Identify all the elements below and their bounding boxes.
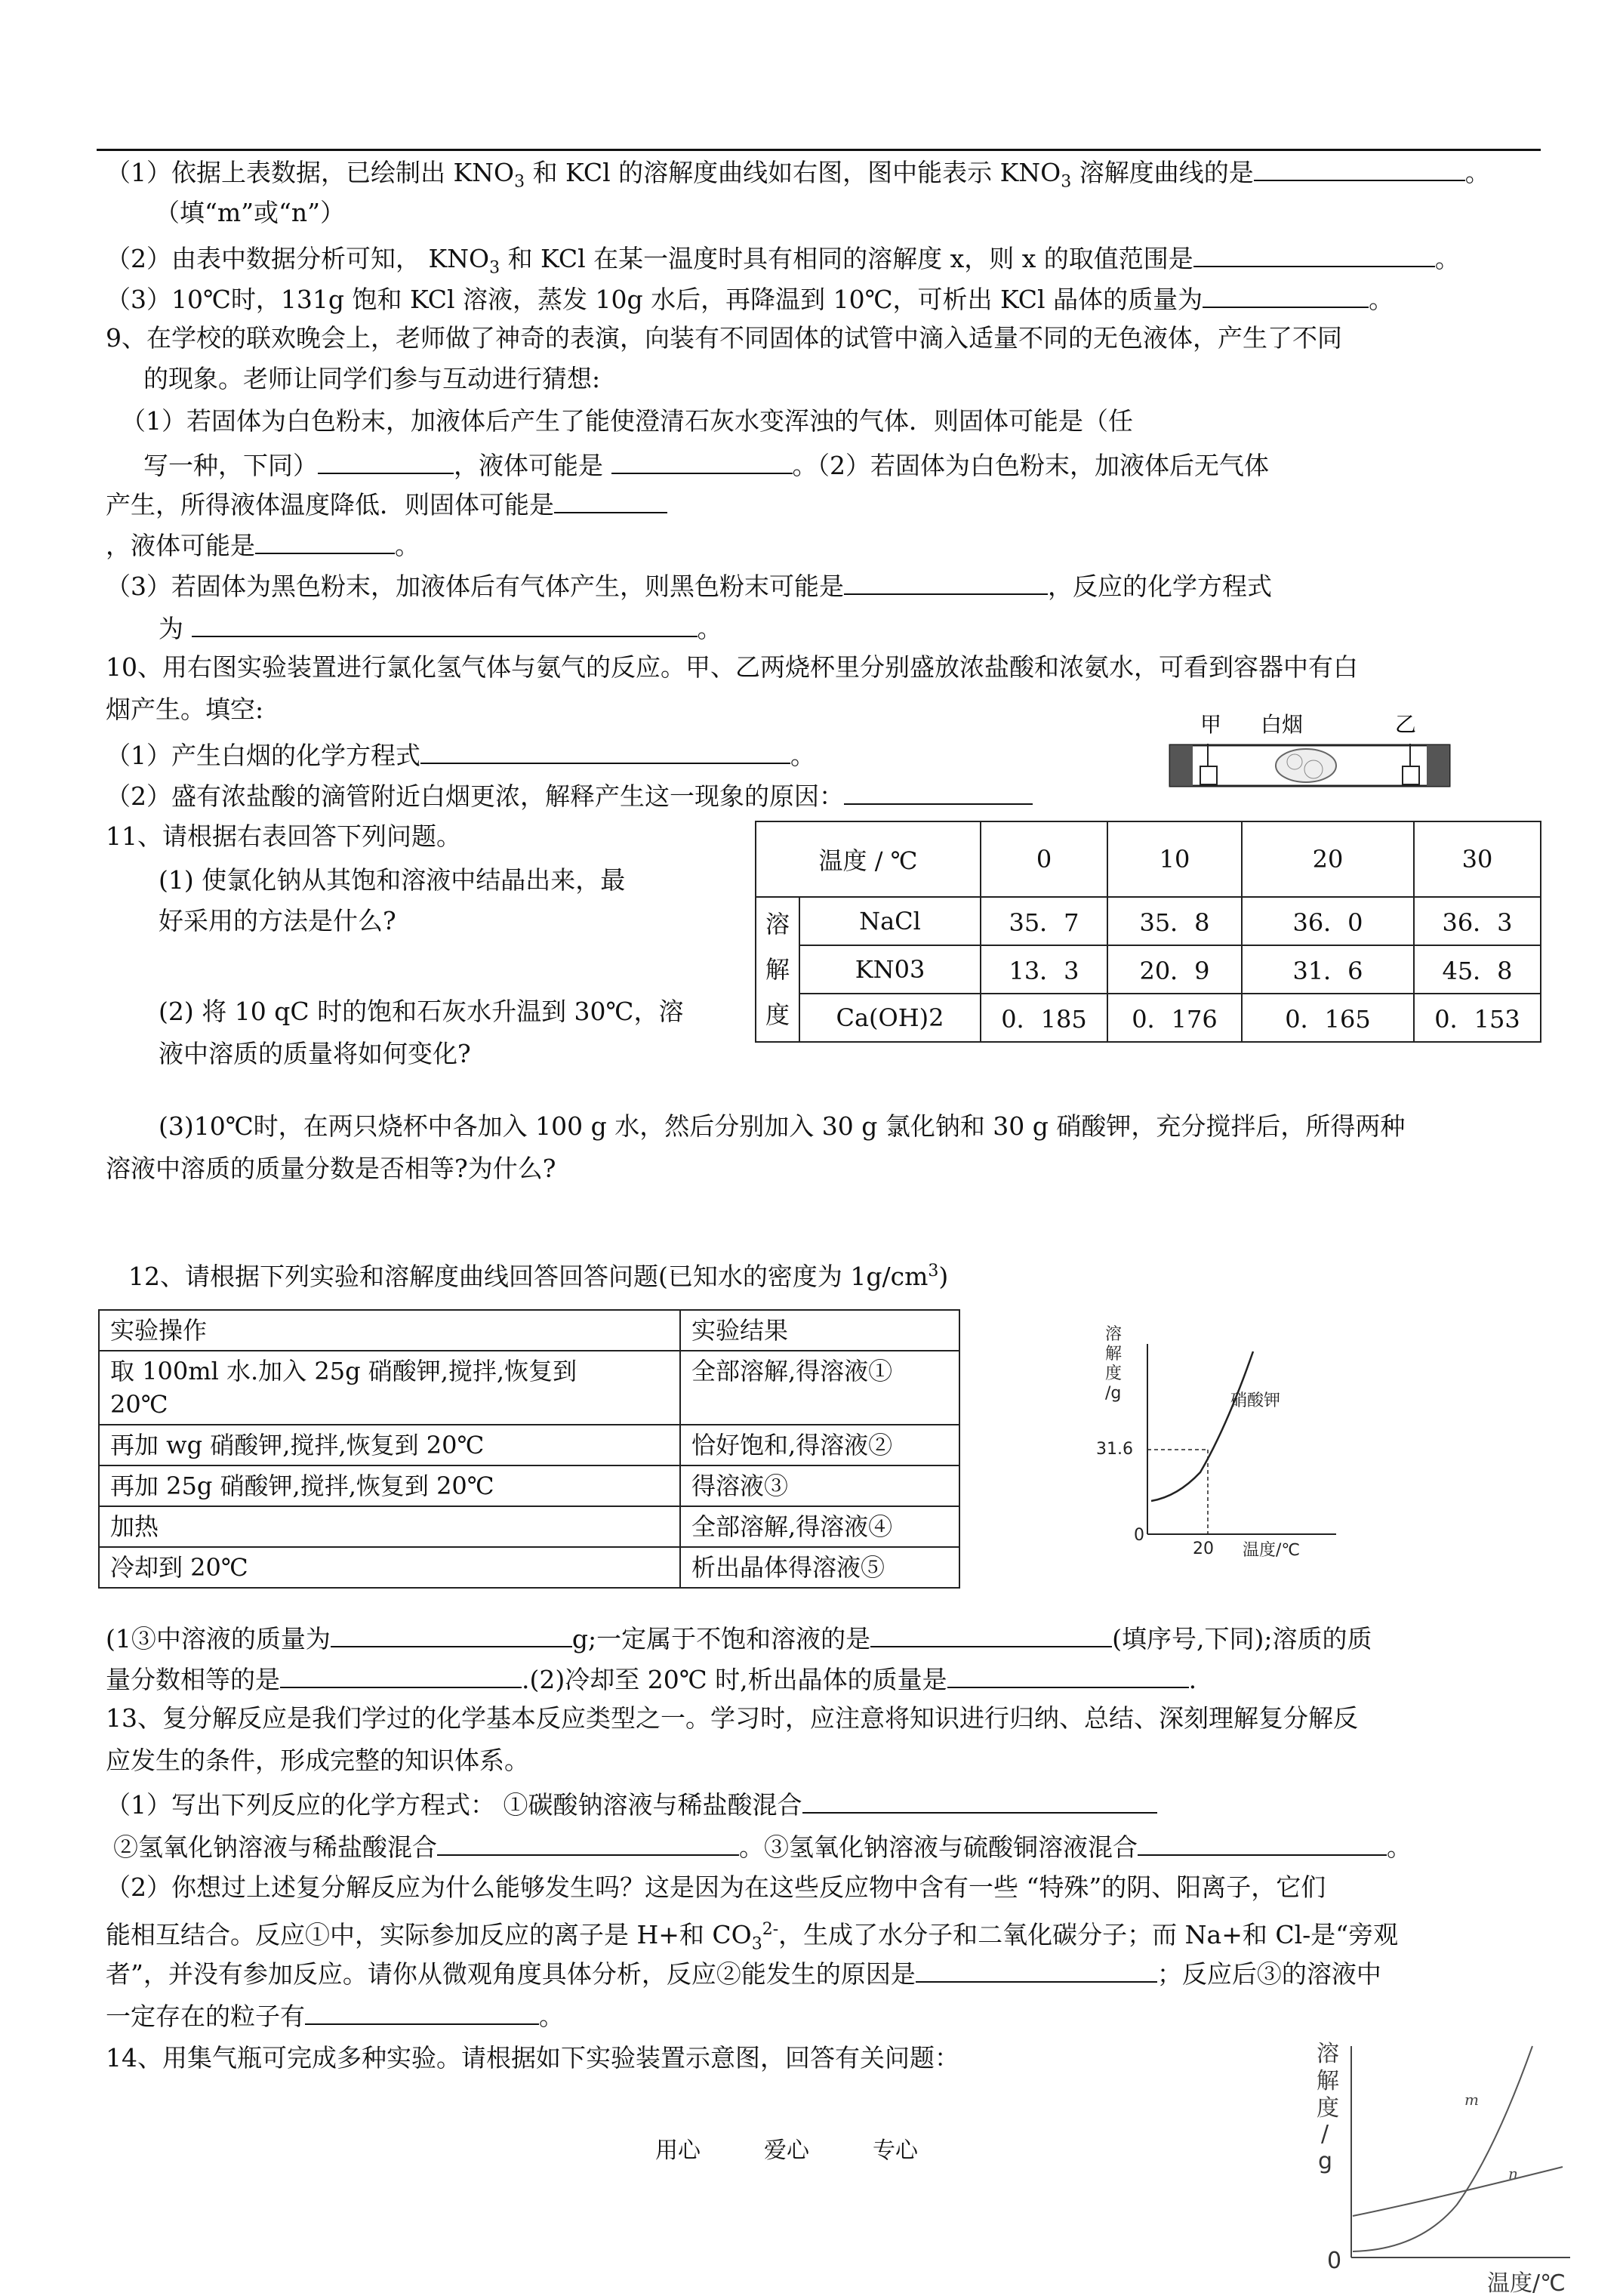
q10-line4: （2）盛有浓盐酸的滴管附近白烟更浓，解释产生这一现象的原因： (106, 778, 1033, 813)
table-cell: 35．8 (1107, 897, 1242, 945)
answer-blank[interactable] (1138, 1829, 1387, 1856)
q13-line2: 应发生的条件，形成完整的知识体系。 (106, 1746, 529, 1775)
table-cell: 恰好饱和,得溶液② (680, 1425, 959, 1465)
answer-blank[interactable] (1254, 154, 1465, 181)
q13-line5: （2）你想过上述复分解反应为什么能够发生吗？这是因为在这些反应物中含有一些 “特殊”的阴、阳离子，它们 (106, 1872, 1326, 1902)
table-cell: 取 100ml 水.加入 25g 硝酸钾,搅拌,恢复到 20℃ (99, 1351, 680, 1425)
svg-text:解: 解 (1105, 1345, 1123, 1364)
table-header: 20 (1242, 821, 1414, 897)
q8-part2: （2）由表中数据分析可知， $KNO_3$ 和 KCl 在某一温度时具有相同的溶解度 x，则 x 的取值范围是 。 (106, 240, 1460, 285)
experiment-table (98, 1309, 960, 1589)
table-cell: 再加 wg 硝酸钾,搅拌,恢复到 20℃ (99, 1425, 680, 1465)
svg-text:硝酸钾: 硝酸钾 (1230, 1391, 1281, 1410)
table-row-name: NaCl (799, 897, 981, 945)
answer-blank[interactable] (318, 447, 454, 474)
answer-blank[interactable] (420, 737, 790, 764)
table-cell: 析出晶体得溶液⑤ (680, 1547, 959, 1588)
right-beaker (1403, 766, 1419, 784)
answer-blank[interactable] (192, 610, 698, 637)
q11-part1-b: 好采用的方法是什么? (159, 906, 396, 935)
svg-text:/: / (1321, 2121, 1329, 2147)
q10-line1: 10、用右图实验装置进行氯化氢气体与氨气的反应。甲、乙两烧杯里分别盛放浓盐酸和浓氨水，可看到容器中有白 (106, 652, 1358, 682)
answer-blank[interactable] (844, 778, 1033, 805)
table-cell: 0．153 (1414, 994, 1541, 1042)
svg-text:20: 20 (1193, 1539, 1214, 1558)
svg-text:31.6: 31.6 (1096, 1440, 1133, 1459)
q12-questions-1: (1③中溶液的质量为 g;一定属于不饱和溶液的是 (填序号,下同);溶质的质 (106, 1620, 1372, 1656)
kno3-kcl-solubility-graph (1313, 2031, 1585, 2296)
table-cell: 0．185 (981, 994, 1107, 1042)
label-yi: 乙 (1395, 712, 1417, 737)
answer-blank[interactable] (305, 1998, 539, 2025)
kno3-solubility-graph (1095, 1321, 1381, 1570)
table-cell: 0．176 (1107, 994, 1242, 1042)
label-jia: 甲 (1200, 712, 1222, 737)
svg-text:温度/℃: 温度/℃ (1243, 1541, 1301, 1560)
q12-title: 12、请根据下列实验和溶解度曲线回答回答问题(已知水的密度为 $1g/cm^3$) (128, 1262, 949, 1291)
svg-text:/g: /g (1105, 1384, 1122, 1403)
answer-blank[interactable] (331, 1620, 572, 1647)
table-cell: 36．0 (1242, 897, 1414, 945)
footer-item: 专心 (873, 2137, 918, 2164)
smoke-apparatus-figure (1155, 706, 1464, 804)
answer-blank[interactable] (1203, 281, 1369, 308)
q11-part2-a: (2) 将 10 qC 时的饱和石灰水升温到 30℃，溶 (159, 997, 684, 1026)
q13-line4: ②氢氧化钠溶液与稀盐酸混合 。③氢氧化钠溶液与硫酸铜溶液混合 。 (113, 1829, 1412, 1864)
answer-blank[interactable] (916, 1955, 1157, 1983)
q13-line7: 者”，并没有参加反应。请你从微观角度具体分析，反应②能发生的原因是 ；反应后③的溶液中 (106, 1955, 1381, 1991)
answer-blank[interactable] (255, 527, 395, 554)
answer-blank[interactable] (947, 1661, 1189, 1688)
table-side-label: 溶 解 度 (756, 897, 799, 1042)
q11-part3-a: (3)10℃时，在两只烧杯中各加入 100 g 水，然后分别加入 30 g 氯化钠和 30 g 硝酸钾，充分搅拌后，所得两种 (159, 1111, 1406, 1141)
svg-text:温度/℃: 温度/℃ (1487, 2270, 1566, 2296)
table-header: 实验操作 (99, 1310, 680, 1351)
svg-text:溶: 溶 (1105, 1325, 1123, 1344)
q13-line6: 能相互结合。反应①中，实际参加反应的离子是 H+和 $CO_3^{2-}$，生成了水分子和二氧化碳分子；而 Na+和 Cl-是“旁观 (106, 1920, 1399, 1954)
q9-line6: ，液体可能是 。 (106, 527, 420, 562)
q13-line1: 13、复分解反应是我们学过的化学基本反应类型之一。学习时，应注意将知识进行归纳、总结、深刻理解复分解反 (106, 1703, 1358, 1733)
white-smoke (1276, 749, 1336, 782)
table-cell: 31．6 (1242, 945, 1414, 994)
answer-blank[interactable] (554, 486, 667, 513)
header-rule (97, 149, 1541, 151)
table-header: 10 (1107, 821, 1242, 897)
table-cell: 35．7 (981, 897, 1107, 945)
table-cell: 20．9 (1107, 945, 1242, 994)
table-row-name: KN03 (799, 945, 981, 994)
q8-part1: （1）依据上表数据，已绘制出 $KNO_3$ 和 KCl 的溶解度曲线如右图，图中能表示 $KNO_3$ 溶解度曲线的是 。 (106, 154, 1490, 199)
q9-line1: 9、在学校的联欢晚会上，老师做了神奇的表演，向装有不同固体的试管中滴入适量不同的无色液体，产生了不同 (106, 323, 1342, 353)
footer-item: 爱心 (764, 2137, 809, 2164)
q13-line3: （1）写出下列反应的化学方程式： ①碳酸钠溶液与稀盐酸混合 (106, 1786, 1157, 1822)
table-cell: 13．3 (981, 945, 1107, 994)
kno3-curve (1151, 1351, 1253, 1501)
q9-line5: 产生，所得液体温度降低．则固体可能是 (106, 486, 667, 522)
q8-part3: （3）10℃时，131g 饱和 KCl 溶液，蒸发 10g 水后，再降温到 10℃，可析出 KCl 晶体的质量为 。 (106, 281, 1394, 316)
svg-text:g: g (1318, 2148, 1333, 2174)
footer-item: 用心 (655, 2137, 701, 2164)
left-stopper (1170, 745, 1193, 786)
q12-questions-2: 量分数相等的是 .(2)冷却至 20℃ 时,析出晶体的质量是 . (106, 1661, 1196, 1697)
table-cell: 加热 (99, 1506, 680, 1547)
q13-line8: 一定存在的粒子有 。 (106, 1998, 564, 2033)
q14-line1: 14、用集气瓶可完成多种实验。请根据如下实验装置示意图，回答有关问题： (106, 2043, 959, 2073)
answer-blank[interactable] (437, 1829, 739, 1856)
q9-line3: （1）若固体为白色粉末，加液体后产生了能使澄清石灰水变浑浊的气体．则固体可能是（任 (121, 406, 1133, 436)
table-cell: 45．8 (1414, 945, 1541, 994)
svg-text:溶: 溶 (1317, 2041, 1339, 2067)
table-row-name: Ca(OH)2 (799, 994, 981, 1042)
right-stopper (1427, 745, 1449, 786)
table-cell: 得溶液③ (680, 1465, 959, 1506)
curve-n (1353, 2167, 1563, 2216)
table-header: 30 (1414, 821, 1541, 897)
svg-text:0: 0 (1327, 2248, 1342, 2274)
q10-line2: 烟产生。填空: (106, 695, 264, 724)
svg-text:m: m (1464, 2091, 1479, 2109)
table-cell: 全部溶解,得溶液① (680, 1351, 959, 1425)
answer-blank[interactable] (611, 447, 793, 474)
table-cell: 0．165 (1242, 994, 1414, 1042)
q11-part3-b: 溶液中溶质的质量分数是否相等?为什么? (106, 1154, 556, 1183)
svg-text:度: 度 (1105, 1364, 1123, 1383)
q9-line2: 的现象。老师让同学们参与互动进行猜想: (143, 364, 601, 393)
q11-part1-a: (1) 使氯化钠从其饱和溶液中结晶出来，最 (159, 865, 626, 895)
q9-line8: 为 。 (159, 610, 722, 646)
svg-text:n: n (1508, 2165, 1518, 2183)
table-cell: 再加 25g 硝酸钾,搅拌,恢复到 20℃ (99, 1465, 680, 1506)
table-cell: 冷却到 20℃ (99, 1547, 680, 1588)
q8-part1-note: （填“m”或“n”） (155, 198, 346, 227)
left-beaker (1200, 766, 1217, 784)
label-smoke: 白烟 (1261, 712, 1304, 737)
table-cell: 36．3 (1414, 897, 1541, 945)
table-cell: 全部溶解,得溶液④ (680, 1506, 959, 1547)
answer-blank[interactable] (280, 1661, 522, 1688)
answer-blank[interactable] (802, 1786, 1157, 1814)
answer-blank[interactable] (870, 1620, 1112, 1647)
q10-line3: （1）产生白烟的化学方程式 。 (106, 737, 815, 772)
svg-text:0: 0 (1134, 1526, 1144, 1545)
table-header: 0 (981, 821, 1107, 897)
q9-line7: （3）若固体为黑色粉末，加液体后有气体产生，则黑色粉末可能是 ，反应的化学方程式 (106, 568, 1272, 603)
q9-line4: 写一种，下同） ，液体可能是 。（2）若固体为白色粉末，加液体后无气体 (143, 447, 1269, 482)
table-header: 实验结果 (680, 1310, 959, 1351)
table-header-temp: 温度 / ℃ (756, 821, 981, 897)
answer-blank[interactable] (1193, 240, 1435, 267)
q11-line1: 11、请根据右表回答下列问题。 (106, 821, 461, 851)
q11-part2-b: 液中溶质的质量将如何变化? (159, 1039, 471, 1068)
svg-text:度: 度 (1317, 2095, 1339, 2122)
solubility-table (755, 821, 1541, 1043)
curve-m (1353, 2046, 1532, 2251)
answer-blank[interactable] (844, 568, 1048, 595)
svg-text:解: 解 (1317, 2068, 1339, 2094)
